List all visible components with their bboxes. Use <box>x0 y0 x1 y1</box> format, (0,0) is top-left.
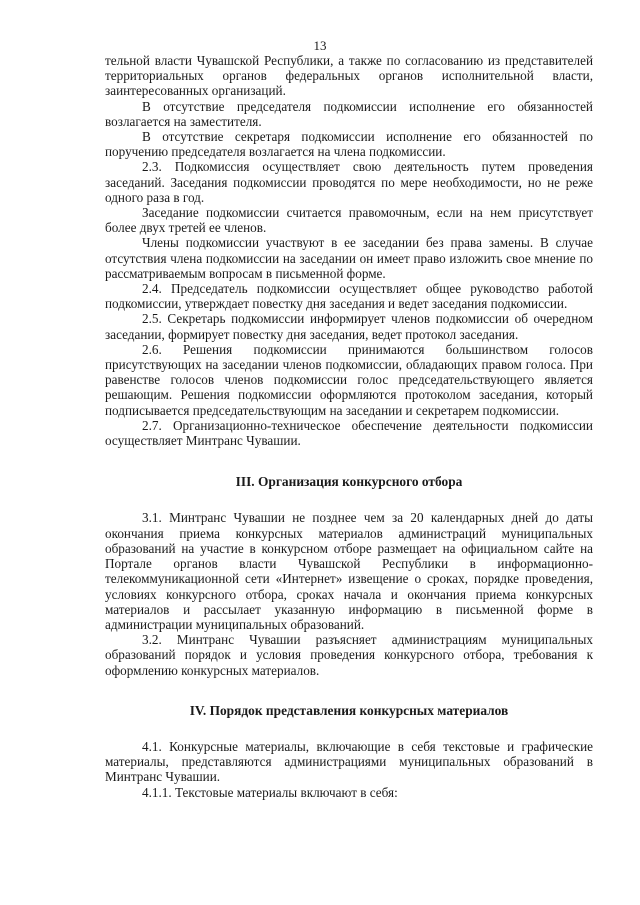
paragraph-4-1: 4.1. Конкурсные материалы, включающие в себя текстовые и графические материалы, представляются администрациями муниципальных образований в Минтранс Чувашии. <box>105 738 593 785</box>
document-body <box>105 53 593 800</box>
paragraph-3-1: 3.1. Минтранс Чувашии не позднее чем за 20 календарных дней до даты окончания приема конкурсных материалов администраций муниципальных образований на участие в конкурсном отборе размещает на официальном сайте на Портале органов власти Чувашской Республики в информационно-телекоммуникационной сети «Интернет» извещение о сроках, порядке проведения, условиях конкурсного отбора, сроках начала и окончания приема конкурсных материалов и рассылает указанную информацию в письменной форме в администрации муниципальных образований. <box>105 510 593 632</box>
paragraph-2-3: 2.3. Подкомиссия осуществляет свою деятельность путем проведения заседаний. Заседания подкомиссии проводятся по мере необходимости, но не реже одного раза в год. <box>105 159 593 205</box>
paragraph-4-1-1: 4.1.1. Текстовые материалы включают в себя: <box>142 784 398 800</box>
paragraph-2-7: 2.7. Организационно-техническое обеспечение деятельности подкомиссии осуществляет Минтранс Чувашии. <box>105 417 593 449</box>
paragraph-2-6: 2.6. Решения подкомиссии принимаются большинством голосов присутствующих на заседании членов подкомиссии, обладающих правом голоса. При равенстве голосов членов подкомиссии голос председательствующего является решающим. Решения подкомиссии оформляются протоколом заседания, который подписывается председательствующим на заседании и секретарем подкомиссии. <box>105 341 593 418</box>
paragraph-2-5: 2.5. Секретарь подкомиссии информирует членов подкомиссии об очередном заседании, формирует повестку дня заседания, ведет протокол заседания. <box>105 311 593 342</box>
paragraph: Члены подкомиссии участвуют в ее заседании без права замены. В случае отсутствия члена подкомиссии на заседании он имеет право изложить свое мнение по рассматриваемым вопросам в письменной форме. <box>105 235 593 281</box>
paragraph: Заседание подкомиссии считается правомочным, если на нем присутствует более двух третей ее членов. <box>105 205 593 236</box>
paragraph-2-4: 2.4. Председатель подкомиссии осуществляет общее руководство работой подкомиссии, утверждает повестку дня заседания и ведет заседания подкомиссии. <box>105 281 593 312</box>
section-4-heading: IV. Порядок представления конкурсных материалов <box>189 702 509 718</box>
paragraph: В отсутствие председателя подкомиссии исполнение его обязанностей возлагается на заместителя. <box>105 98 593 129</box>
paragraph: В отсутствие секретаря подкомиссии исполнение его обязанностей по поручению председателя возлагается на члена подкомиссии. <box>105 129 593 160</box>
paragraph-continuation: тельной власти Чувашской Республики, а также по согласованию из представителей территориальных органов федеральных органов исполнительной власти, заинтересованных организаций. <box>105 53 593 99</box>
page-number: 13 <box>313 38 327 53</box>
section-3-heading: III. Организация конкурсного отбора <box>235 474 463 490</box>
paragraph-3-2: 3.2. Минтранс Чувашии разъясняет администрациям муниципальных образований порядок и условия проведения конкурсного отбора, требования к оформлению конкурсных материалов. <box>105 632 593 678</box>
